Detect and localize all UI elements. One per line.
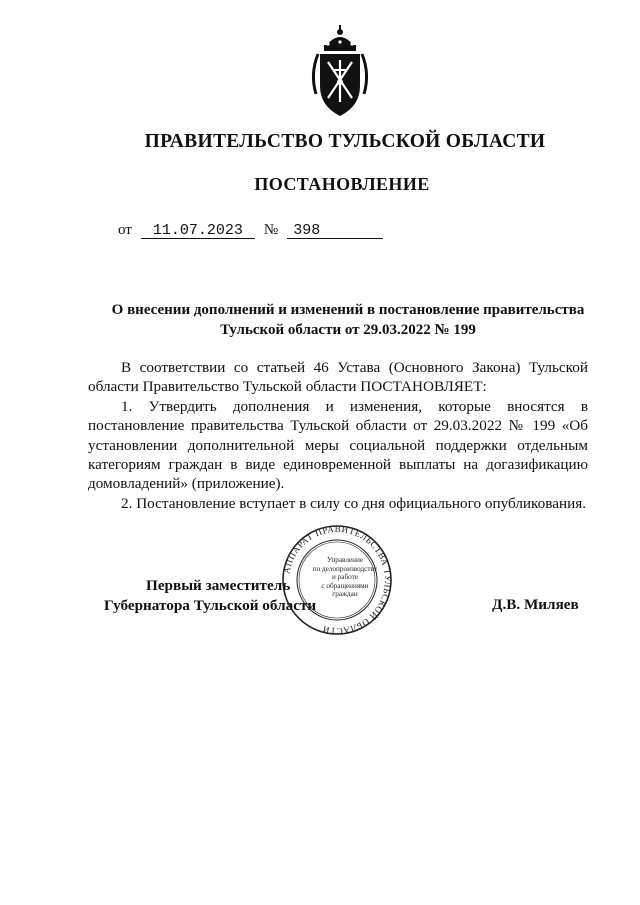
document-body (88, 358, 588, 513)
document-date: 11.07.2023 (141, 223, 255, 239)
document-date-number (118, 222, 383, 239)
item-2-paragraph: 2. Постановление вступает в силу со дня официального опубликования. (121, 494, 586, 512)
date-prefix: от (118, 222, 132, 238)
preamble-paragraph: В соответствии со статьей 46 Устава (Основного Закона) Тульской области Правительство Тульской области ПОСТАНОВЛЯЕТ: (88, 359, 588, 396)
document-number: 398 (287, 223, 383, 239)
document-title (102, 300, 594, 340)
stamp-inner-line-5: граждан (332, 590, 358, 599)
document-type: ПОСТАНОВЛЕНИЕ (254, 174, 430, 194)
stamp-inner-line-4: с обращениями (321, 581, 369, 590)
signatory-position-line-2: Губернатора Тульской области (104, 596, 317, 614)
document-title-line-2: Тульской области от 29.03.2022 № 199 (220, 322, 476, 338)
number-prefix: № (263, 222, 279, 238)
stamp-inner-text (308, 556, 382, 599)
signatory-position-line-1: Первый заместитель (146, 577, 291, 594)
government-name: ПРАВИТЕЛЬСТВО ТУЛЬСКОЙ ОБЛАСТИ (144, 131, 546, 152)
stamp-inner-line-1: Управление (326, 556, 364, 564)
stamp-inner-line-2: по делопроизводству (312, 564, 378, 573)
document-title-line-1: О внесении дополнений и изменений в постановление правительства (111, 302, 585, 318)
item-1-paragraph: 1. Утвердить дополнения и изменения, которые вносятся в постановление правительства Тульской области от 29.03.2022 № 199 «Об установлении дополнительной меры социальной поддержки отдельным категориям граждан в виде единовременной выплаты на догазификацию домовладений» (приложение). (88, 397, 588, 493)
stamp-ring-text: АППАРАТ ПРАВИТЕЛЬСТВА ТУЛЬСКОЙ ОБЛАСТИ (281, 524, 394, 636)
coat-of-arms-icon (304, 24, 376, 124)
stamp-inner-line-3: и работе (332, 573, 358, 582)
signatory-name: Д.В. Миляев (492, 596, 579, 613)
